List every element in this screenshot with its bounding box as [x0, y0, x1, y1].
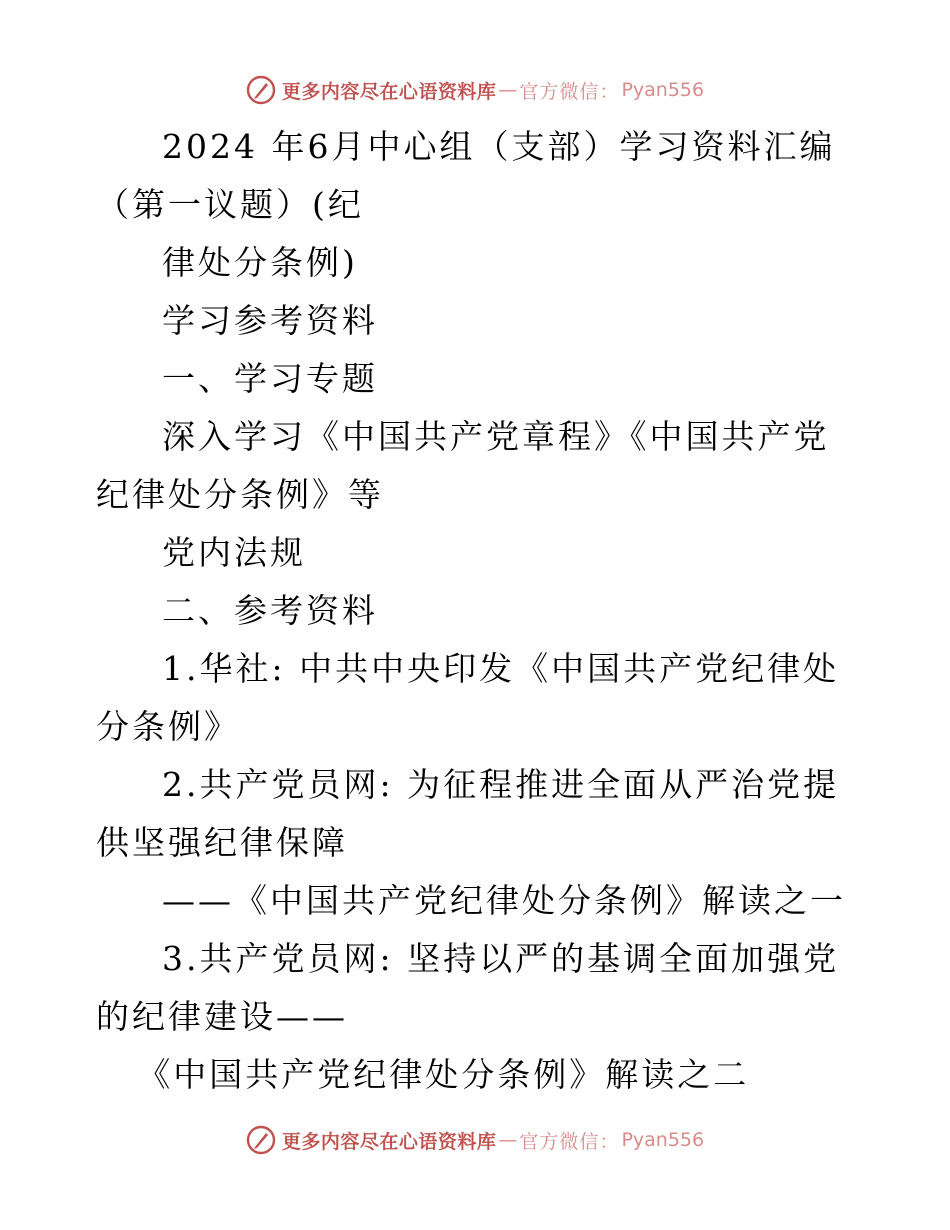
paragraph-subtitle: 学习参考资料 — [162, 301, 378, 340]
reference-item-3: 3.共产党员网: 坚持以严的基调全面加强党的纪律建设—— — [96, 939, 840, 1036]
reference-item-3-subtitle: 《中国共产党纪律处分条例》解读之二 — [137, 1055, 750, 1094]
reference-item-2: 2.共产党员网: 为征程推进全面从严治党提供坚强纪律保障 — [96, 765, 840, 862]
watermark-site-name: 更多内容尽在心语资料库 — [281, 1130, 497, 1153]
quill-logo-icon — [246, 1125, 276, 1155]
footer-watermark — [0, 1120, 950, 1160]
watermark-site-name: 更多内容尽在心语资料库 — [281, 80, 497, 103]
watermark-wechat-label: 官方微信： — [519, 80, 620, 103]
paragraph-topic-text: 深入学习《中国共产党章程》《中国共产党纪律处分条例》等 — [96, 417, 830, 514]
watermark-wechat-label: 官方微信： — [519, 1130, 620, 1153]
reference-item-2-subtitle: ——《中国共产党纪律处分条例》解读之一 — [162, 881, 846, 920]
reference-item-1: 1.华社: 中共中央印发《中国共产党纪律处分条例》 — [96, 649, 840, 746]
document-body — [96, 118, 856, 1104]
watermark-separator: — — [498, 1129, 518, 1151]
paragraph-title-continued: 律处分条例) — [162, 243, 358, 282]
header-watermark — [0, 70, 950, 110]
section-heading-references: 二、参考资料 — [162, 591, 378, 630]
paragraph-topic-text-continued: 党内法规 — [162, 533, 306, 572]
quill-logo-icon — [246, 75, 276, 105]
section-heading-topic: 一、学习专题 — [162, 359, 378, 398]
watermark-wechat-id: Pyan556 — [621, 1129, 705, 1151]
paragraph-title: 2024 年6月中心组（支部）学习资料汇编（第一议题）(纪 — [96, 127, 836, 224]
watermark-wechat-id: Pyan556 — [621, 79, 705, 101]
watermark-separator: — — [498, 79, 518, 101]
